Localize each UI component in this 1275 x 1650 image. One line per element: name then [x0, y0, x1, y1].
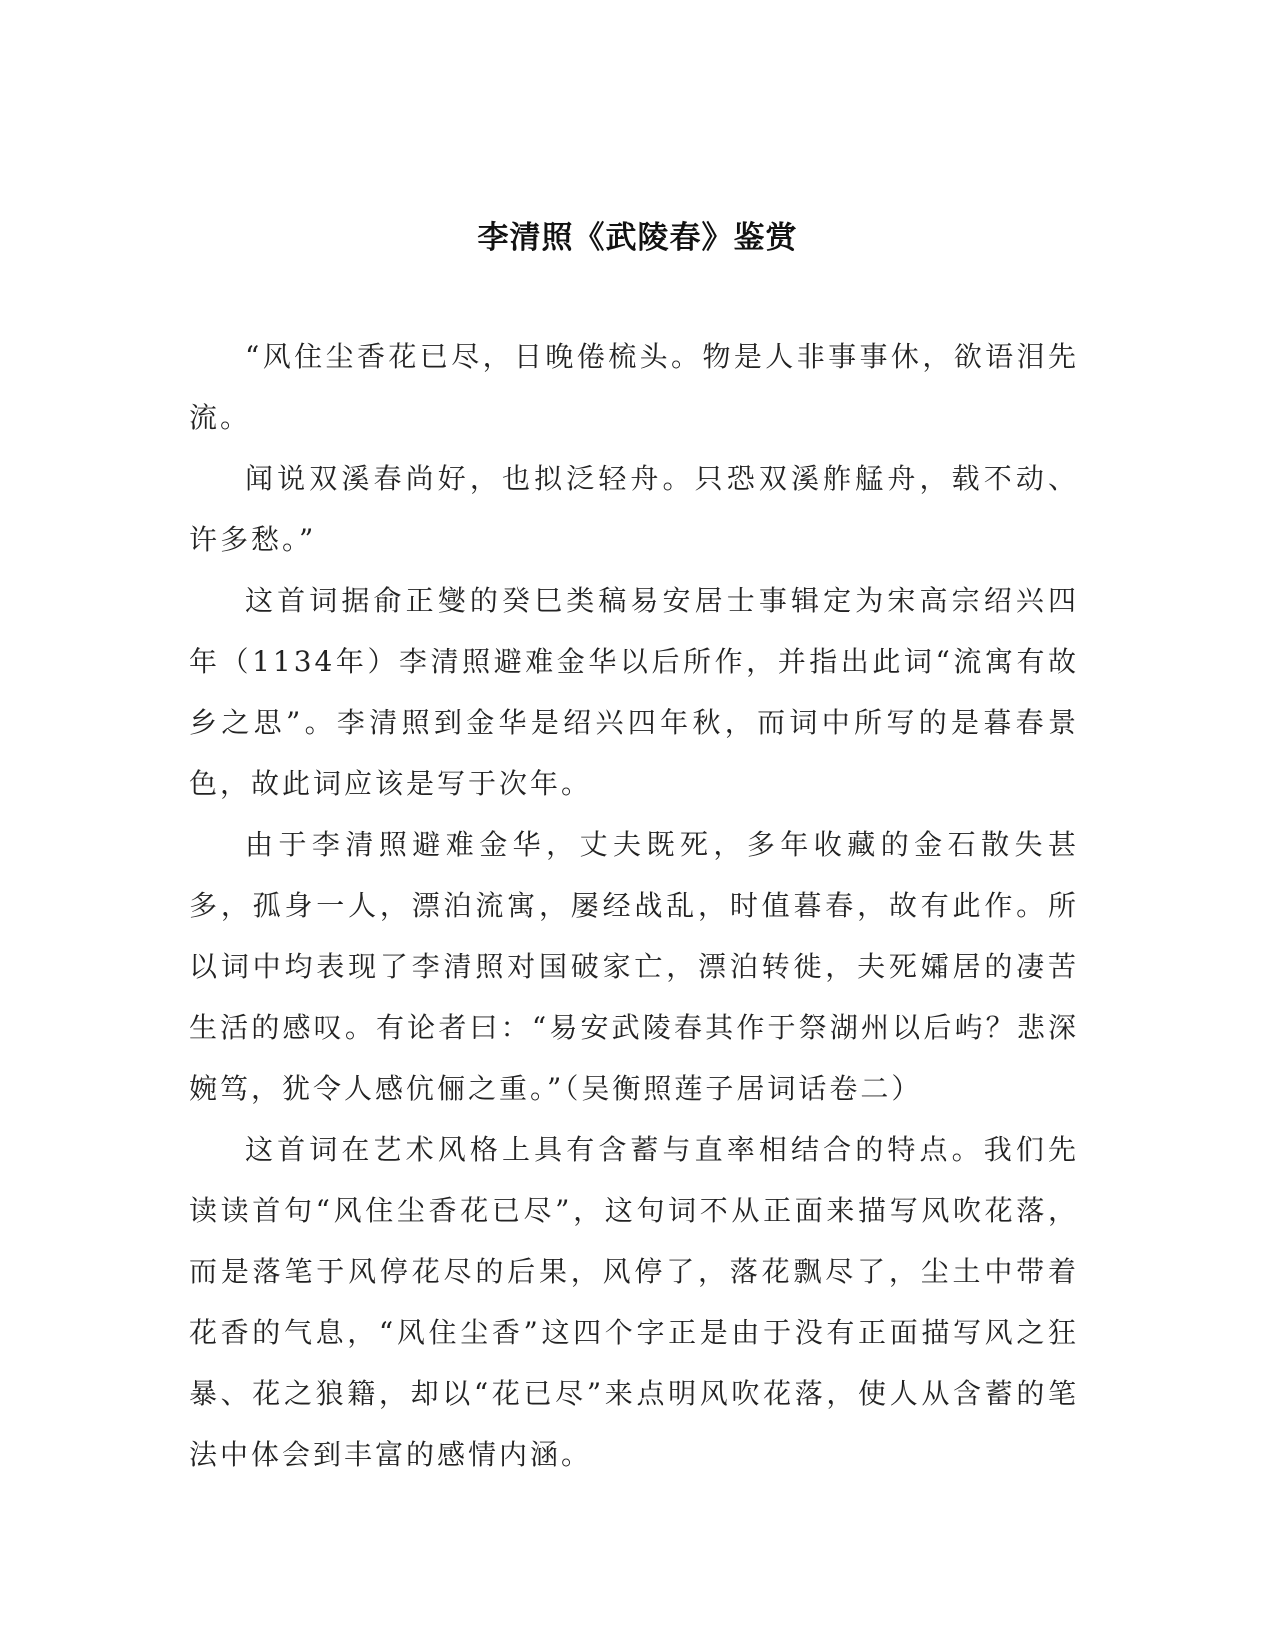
paragraph-background: 由于李清照避难金华，丈夫既死，多年收藏的金石散失甚多，孤身一人，漂泊流寓，屡经战乱，时值暮春，故有此作。所以词中均表现了李清照对国破家亡，漂泊转徙，夫死孀居的凄苦生活的感叹。有论者曰：“易安武陵春其作于祭湖州以后屿？悲深婉笃，犹令人感伉俪之重。”（吴衡照莲子居词话卷二） — [189, 828, 1079, 1105]
paragraph-poem-stanza-2: 闻说双溪春尚好，也拟泛轻舟。只恐双溪舴艋舟，载不动、许多愁。” — [189, 462, 1079, 556]
document-body — [189, 326, 1079, 1485]
paragraph-dating: 这首词据俞正燮的癸巳类稿易安居士事辑定为宋高宗绍兴四年（1134年）李清照避难金华以后所作，并指出此词“流寓有故乡之思”。李清照到金华是绍兴四年秋，而词中所写的是暮春景色，故此词应该是写于次年。 — [189, 584, 1079, 800]
paragraph-style-analysis: 这首词在艺术风格上具有含蓄与直率相结合的特点。我们先读读首句“风住尘香花已尽”，这句词不从正面来描写风吹花落，而是落笔于风停花尽的后果，风停了，落花飘尽了，尘土中带着花香的气息，“风住尘香”这四个字正是由于没有正面描写风之狂暴、花之狼籍，却以“花已尽”来点明风吹花落，使人从含蓄的笔法中体会到丰富的感情内涵。 — [189, 1133, 1079, 1471]
paragraph-poem-stanza-1: “风住尘香花已尽，日晚倦梳头。物是人非事事休，欲语泪先流。 — [189, 340, 1079, 434]
document-title: 李清照《武陵春》鉴赏 — [477, 220, 798, 256]
